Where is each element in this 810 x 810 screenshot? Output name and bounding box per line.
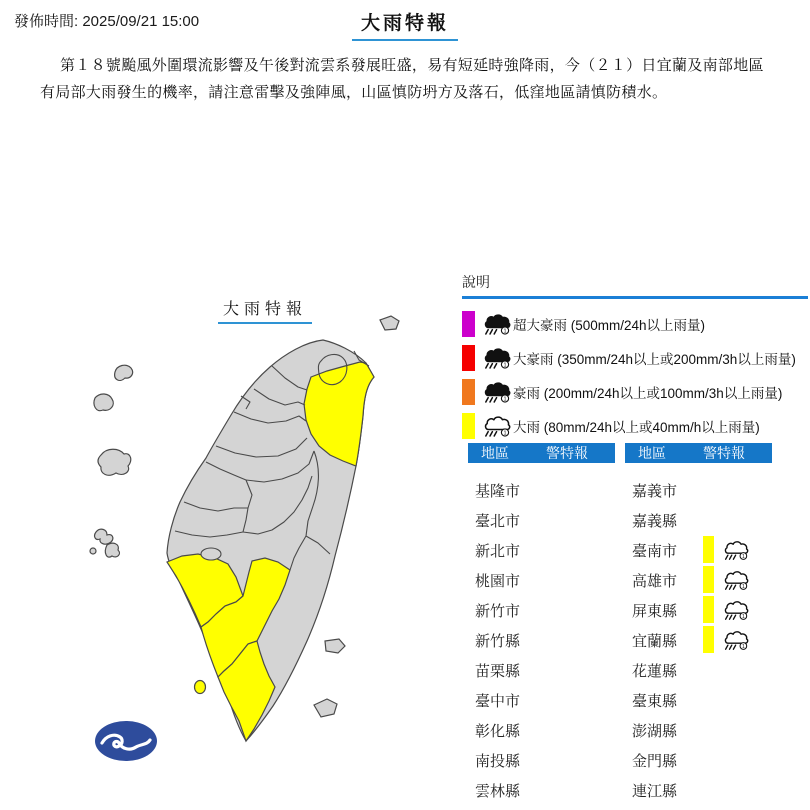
legend-item — [462, 379, 808, 405]
region-name: 屏東縣 — [632, 602, 678, 620]
svg-text:1: 1 — [741, 613, 745, 620]
table-row — [468, 475, 615, 505]
rain-lines — [486, 364, 497, 368]
rain-lines — [726, 555, 736, 559]
legend-color-swatch — [462, 379, 475, 405]
region-name: 嘉義市 — [632, 482, 678, 500]
map-island-matsu — [115, 365, 133, 380]
legend-label: 豪雨 (200mm/24h以上或100mm/3h以上雨量) — [513, 386, 783, 401]
map-panel — [60, 250, 460, 810]
legend-title: 說明 — [462, 272, 808, 299]
table-header — [625, 443, 772, 463]
legend-label: 超大豪雨 (500mm/24h以上雨量) — [513, 318, 706, 333]
map-island-liuqiu — [195, 681, 206, 694]
map-island-green-island — [325, 639, 345, 653]
storm-outline-icon — [722, 538, 750, 562]
rain-lines — [486, 432, 497, 436]
region-name: 南投縣 — [475, 752, 521, 770]
region-name: 高雄市 — [632, 572, 678, 590]
rain-icon-wrap — [722, 628, 750, 652]
region-table-right — [625, 443, 772, 805]
rain-icon-wrap — [722, 598, 750, 622]
legend-color-swatch — [462, 311, 475, 337]
warning-indicator — [703, 626, 750, 653]
publish-time: 發佈時間: 2025/09/21 15:00 — [14, 13, 200, 30]
table-row — [625, 535, 772, 565]
region-name: 新北市 — [475, 542, 521, 560]
storm-outline-icon — [722, 568, 750, 592]
region-name: 臺東縣 — [632, 692, 678, 710]
map-island-kinmen — [98, 449, 131, 475]
table-row — [625, 475, 772, 505]
rain-lines — [726, 585, 736, 589]
rain-icon-wrap — [722, 538, 750, 562]
region-name: 臺北市 — [475, 512, 521, 530]
table-row — [625, 625, 772, 655]
table-row — [625, 715, 772, 745]
table-row — [625, 775, 772, 805]
warning-column-header: 警特報 — [546, 445, 588, 461]
region-name: 澎湖縣 — [632, 722, 678, 740]
table-row — [468, 655, 615, 685]
table-row — [468, 565, 615, 595]
svg-text:1: 1 — [503, 362, 507, 369]
region-name: 金門縣 — [632, 752, 678, 770]
storm-filled-icon — [482, 345, 512, 371]
table-row — [468, 775, 615, 805]
table-body — [625, 475, 772, 805]
rain-lines — [486, 398, 497, 402]
region-name: 桃園市 — [475, 572, 521, 590]
storm-outline-icon — [482, 413, 512, 439]
table-row — [468, 715, 615, 745]
legend-panel — [462, 272, 808, 447]
region-name: 臺南市 — [632, 542, 678, 560]
rain-icon-wrap — [722, 568, 750, 592]
legend-label: 大雨 (80mm/24h以上或40mm/h以上雨量) — [513, 420, 760, 435]
table-row — [625, 565, 772, 595]
legend-color-swatch — [462, 345, 475, 371]
svg-text:1: 1 — [741, 583, 745, 590]
region-name: 連江縣 — [632, 782, 678, 800]
warning-level-bar — [703, 626, 714, 653]
region-name: 宜蘭縣 — [632, 632, 678, 650]
storm-filled-wrap — [482, 345, 513, 371]
storm-filled-icon — [482, 311, 512, 337]
storm-filled-icon — [482, 379, 512, 405]
region-name: 嘉義縣 — [632, 512, 678, 530]
bulletin-text: 第１８號颱風外圍環流影響及午後對流雲系發展旺盛，易有短延時強降雨，今（２１）日宜蘭及南部地區有局部大雨發生的機率，請注意雷擊及強陣風，山區慎防坍方及落石，低窪地區請慎防積水。 — [40, 57, 764, 101]
map-island-penghu-south — [105, 543, 119, 557]
region-table-left — [468, 443, 615, 805]
legend-label: 大豪雨 (350mm/24h以上或200mm/3h以上雨量) — [513, 352, 796, 367]
region-name: 彰化縣 — [475, 722, 521, 740]
map-island-penghu — [95, 529, 113, 544]
svg-text:1: 1 — [741, 643, 745, 650]
map-island-northeast-islet — [380, 316, 399, 330]
region-tables — [468, 443, 772, 805]
rain-lines — [726, 645, 736, 649]
region-name: 雲林縣 — [475, 782, 521, 800]
rain-lines — [486, 330, 497, 334]
table-row — [468, 625, 615, 655]
region-name: 苗栗縣 — [475, 662, 521, 680]
legend-rows — [462, 311, 808, 439]
warning-level-bar — [703, 596, 714, 623]
table-header — [468, 443, 615, 463]
region-column-header: 地區 — [638, 445, 666, 461]
region-name: 基隆市 — [475, 482, 521, 500]
cwb-logo — [94, 720, 158, 762]
svg-text:1: 1 — [503, 328, 507, 335]
map-island-penghu-small — [90, 548, 96, 554]
warning-indicator — [703, 536, 750, 563]
storm-outline-icon — [722, 598, 750, 622]
table-row — [625, 505, 772, 535]
region-name: 新竹縣 — [475, 632, 521, 650]
svg-text:1: 1 — [503, 430, 507, 437]
legend-color-swatch — [462, 413, 475, 439]
region-name: 臺中市 — [475, 692, 521, 710]
storm-outline-wrap — [482, 413, 513, 439]
page-title: 大雨特報 — [352, 8, 458, 41]
storm-filled-wrap — [482, 379, 513, 405]
table-row — [625, 685, 772, 715]
legend-item — [462, 413, 808, 439]
warning-level-bar — [703, 536, 714, 563]
warning-level-bar — [703, 566, 714, 593]
warning-indicator — [703, 566, 750, 593]
rain-lines — [726, 615, 736, 619]
map-region-chiayi-city — [201, 548, 221, 560]
svg-text:1: 1 — [741, 553, 745, 560]
map-island-north-kinmen — [94, 394, 113, 411]
table-row — [468, 595, 615, 625]
table-row — [468, 685, 615, 715]
warning-indicator — [703, 596, 750, 623]
table-row — [468, 745, 615, 775]
table-row — [625, 595, 772, 625]
map-island-orchid-island — [314, 699, 337, 717]
table-row — [625, 745, 772, 775]
storm-filled-wrap — [482, 311, 513, 337]
map-title: 大雨特報 — [218, 296, 312, 324]
storm-outline-icon — [722, 628, 750, 652]
table-row — [625, 655, 772, 685]
legend-item — [462, 345, 808, 371]
region-column-header: 地區 — [481, 445, 509, 461]
region-name: 新竹市 — [475, 602, 521, 620]
legend-item — [462, 311, 808, 337]
table-row — [468, 535, 615, 565]
warning-column-header: 警特報 — [703, 445, 745, 461]
table-body — [468, 475, 615, 805]
region-name: 花蓮縣 — [632, 662, 678, 680]
svg-text:1: 1 — [503, 396, 507, 403]
table-row — [468, 505, 615, 535]
